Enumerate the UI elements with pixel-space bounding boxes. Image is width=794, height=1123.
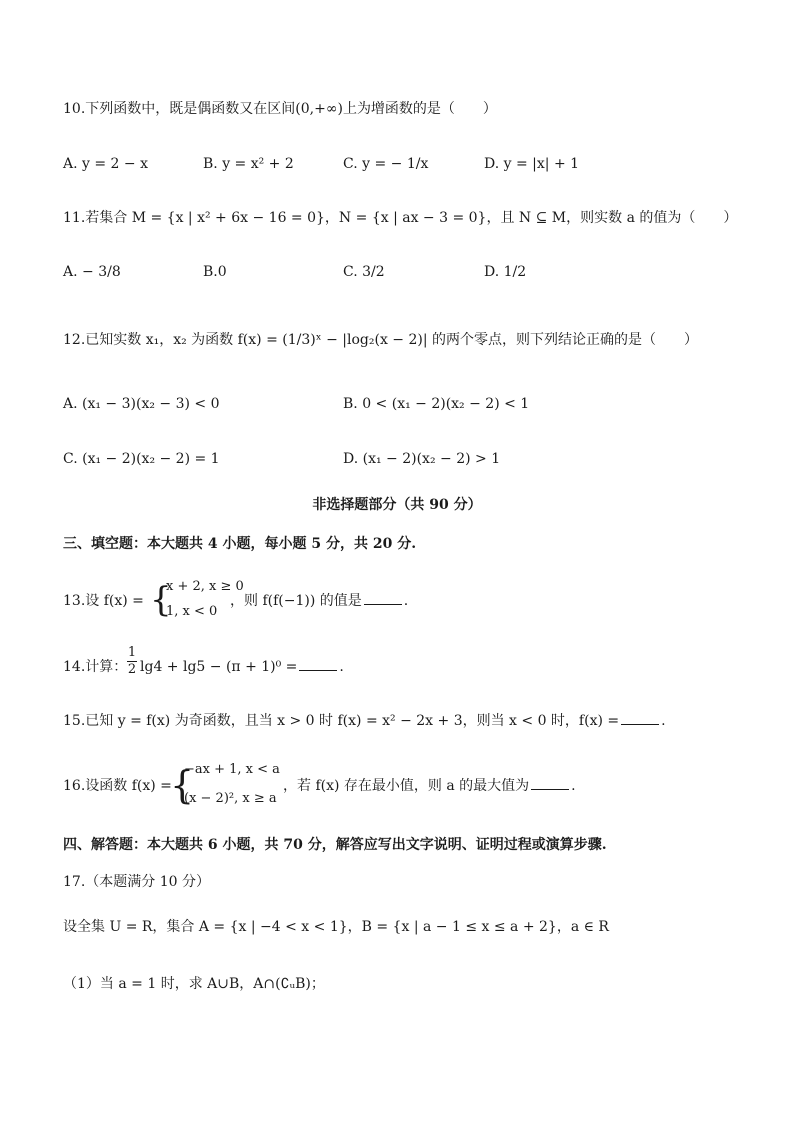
- q14-fraction-numerator: 1: [127, 645, 137, 660]
- section-4-heading: 四、解答题：本大题共 6 小题，共 70 分，解答应写出文字说明、证明过程或演算步骤.: [63, 837, 607, 853]
- q12-option-a: A. (x₁ − 3)(x₂ − 3) < 0: [63, 396, 220, 412]
- q12-option-b: B. 0 < (x₁ − 2)(x₂ − 2) < 1: [343, 396, 530, 412]
- q10-option-d: D. y = |x| + 1: [484, 156, 580, 172]
- q16-case-1: −ax + 1, x < a: [184, 762, 280, 777]
- question-14-lead: 14.计算：: [63, 659, 128, 675]
- question-17-part-1: （1）当 a = 1 时，求 A∪B，A∩(∁ᵤB)；: [63, 976, 325, 992]
- q11-option-c: C. 3/2: [343, 264, 385, 280]
- q14-body: lg4 + lg5 − (π + 1)⁰ = .: [140, 659, 344, 675]
- q14-fraction: [127, 645, 137, 678]
- q14-fraction-denominator: 2: [127, 662, 137, 677]
- brace-icon: {: [170, 763, 195, 807]
- q16-case-2: (x − 2)², x ≥ a: [184, 791, 277, 806]
- question-12-stem: 12.已知实数 x₁，x₂ 为函数 f(x) = (1/3)ˣ − |log₂(x − 2)| 的两个零点，则下列结论正确的是（ ）: [63, 332, 699, 348]
- question-17-title: 17.（本题满分 10 分）: [63, 874, 210, 890]
- answer-blank: [531, 777, 569, 790]
- q13-tail: ，则 f(f(−1)) 的值是 .: [230, 593, 409, 609]
- question-15: 15.已知 y = f(x) 为奇函数，且当 x > 0 时 f(x) = x² − 2x + 3，则当 x < 0 时，f(x) = .: [63, 713, 666, 729]
- q16-tail: ，若 f(x) 存在最小值，则 a 的最大值为 .: [283, 778, 576, 794]
- section-3-heading: 三、填空题：本大题共 4 小题，每小题 5 分，共 20 分.: [63, 536, 417, 552]
- question-10-stem: 10.下列函数中，既是偶函数又在区间(0,+∞)上为增函数的是（ ）: [63, 101, 497, 117]
- answer-blank: [621, 712, 659, 725]
- question-17-stem: 设全集 U = R，集合 A = {x | −4 < x < 1}，B = {x | a − 1 ≤ x ≤ a + 2}，a ∈ R: [63, 919, 609, 935]
- brace-icon: {: [150, 580, 172, 620]
- question-11-stem: 11.若集合 M = {x | x² + 6x − 16 = 0}，N = {x | ax − 3 = 0}，且 N ⊆ M，则实数 a 的值为（ ）: [63, 210, 738, 226]
- question-16-lead: 16.设函数 f(x) =: [63, 778, 172, 794]
- q13-case-1: x + 2, x ≥ 0: [166, 579, 244, 594]
- question-13-lead: 13.设 f(x) =: [63, 593, 144, 609]
- q11-option-d: D. 1/2: [484, 264, 527, 280]
- section-nonchoice-heading: 非选择题部分（共 90 分）: [312, 497, 482, 513]
- answer-blank: [364, 592, 402, 605]
- q12-option-d: D. (x₁ − 2)(x₂ − 2) > 1: [343, 451, 501, 467]
- q11-option-b: B.0: [203, 264, 227, 280]
- q13-case-2: 1, x < 0: [166, 604, 218, 619]
- q10-option-c: C. y = − 1/x: [343, 156, 429, 172]
- q10-option-a: A. y = 2 − x: [63, 156, 148, 172]
- answer-blank: [299, 658, 337, 671]
- q10-option-b: B. y = x² + 2: [203, 156, 294, 172]
- q12-option-c: C. (x₁ − 2)(x₂ − 2) = 1: [63, 451, 220, 467]
- q11-option-a: A. − 3/8: [63, 264, 121, 280]
